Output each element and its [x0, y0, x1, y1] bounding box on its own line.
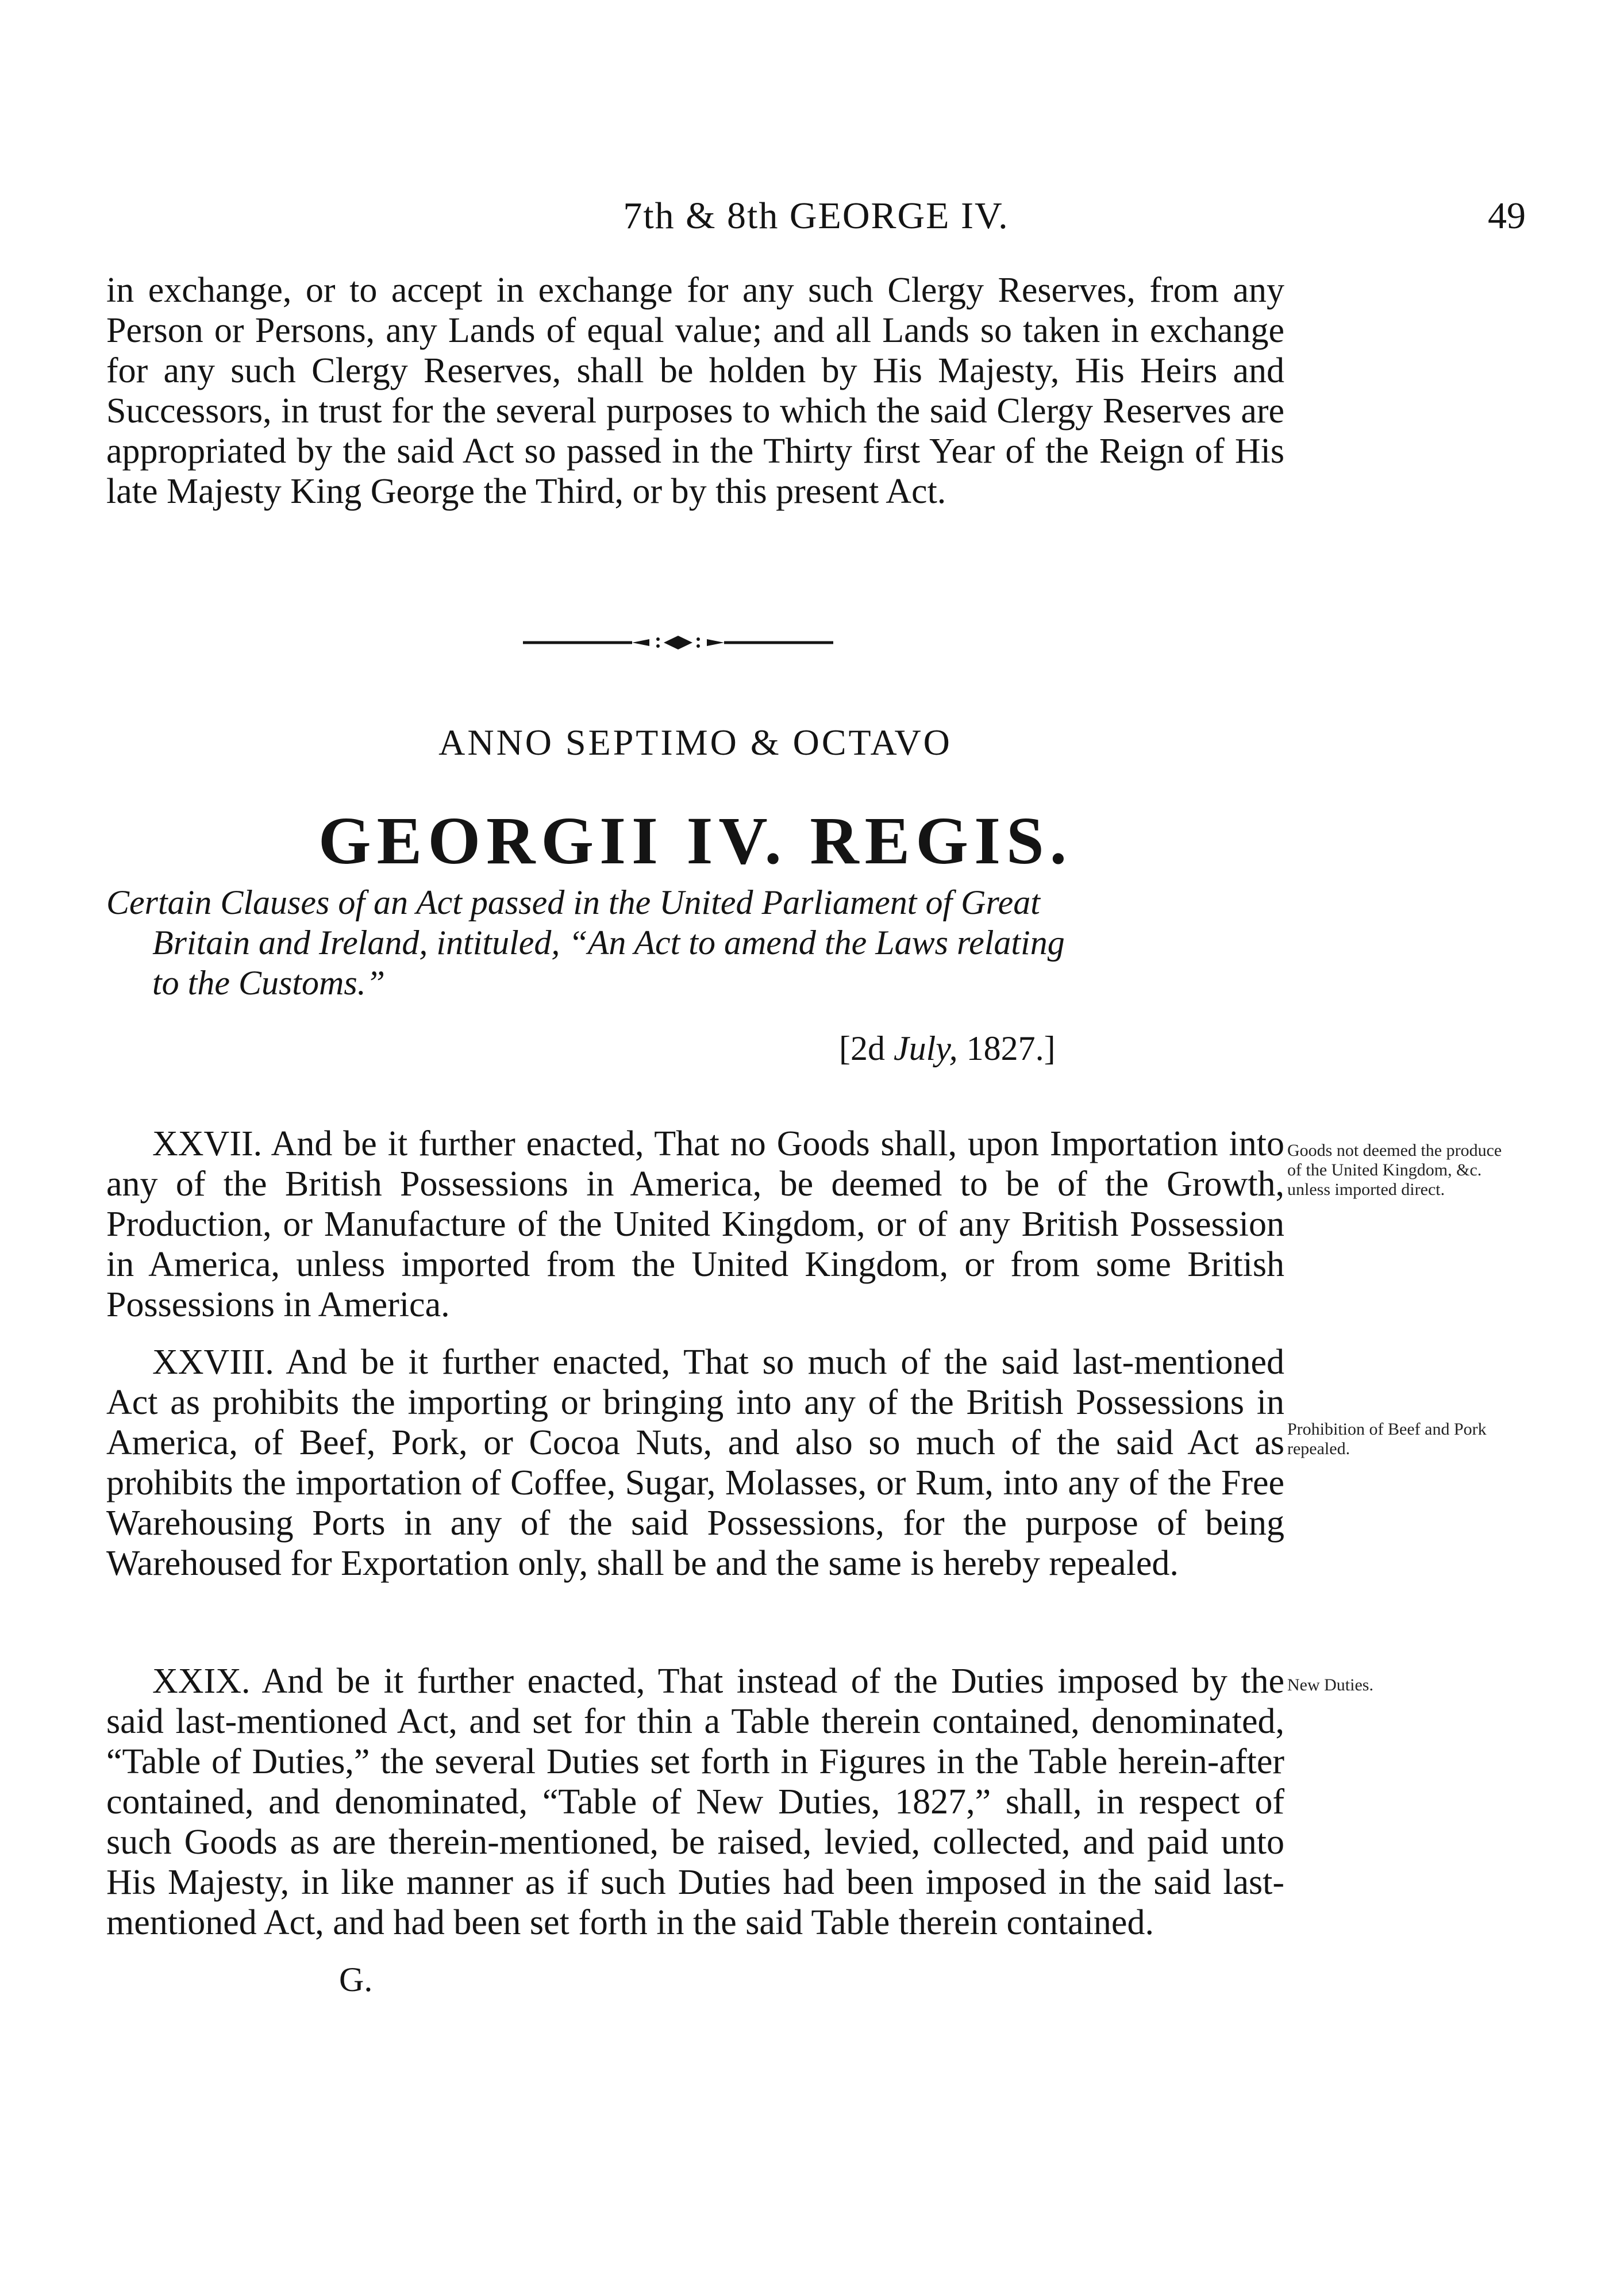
section-28 [106, 1342, 1284, 1584]
page-number: 49 [1488, 195, 1526, 237]
date-suffix: 1827.] [957, 1029, 1056, 1067]
anno-heading: ANNO SEPTIMO & OCTAVO [438, 722, 952, 763]
continuation-block [106, 270, 1284, 512]
section-paragraph: XXVII. And be it further enacted, That no Goods shall, upon Importation into any of the British Possessions in America, be deemed to be of the Growth, Production, or Manufacture of the United Kingdom, or of any British Possession in America, unless imported from the United Kingdom, or from some British Possessions in America. [106, 1124, 1284, 1324]
regis-heading: GEORGII IV. REGIS. [318, 803, 1073, 878]
section-29 [106, 1661, 1284, 1943]
date-month: July, [893, 1029, 958, 1067]
margin-note: Prohibition of Beef and Pork repealed. [1287, 1420, 1487, 1458]
date-prefix: [2d [839, 1029, 894, 1067]
signature-mark: G. [339, 1961, 373, 1998]
act-date [839, 1029, 1056, 1069]
continuation-paragraph: in exchange, or to accept in exchange for any such Clergy Reserves, from any Person or Persons, any Lands of equal value; and all Lands so taken in exchange for any such Clergy Reserves, shall be holden by His Majesty, His Heirs and Successors, in trust for the several purposes to which the said Clergy Reserves are appropriated by the said Act so passed in the Thirty first Year of the Reign of His late Majesty King George the Third, or by this present Act. [106, 271, 1284, 511]
short-title-line: Britain and Ireland, intituled, “An Act to amend the Laws relating [152, 924, 1065, 962]
margin-note: Goods not deemed the produce of the United Kingdom, &c. unless imported direct. [1287, 1141, 1502, 1199]
short-title-line: Certain Clauses of an Act passed in the United Parliament of Great [106, 883, 1040, 921]
section-paragraph: XXIX. And be it further enacted, That instead of the Duties imposed by the said last-mentioned Act, and set for thin a Table therein contained, denominated, “Table of Duties,” the several Duties set forth in Figures in the Table herein-after contained, and denominated, “Table of New Duties, 1827,” shall, in respect of such Goods as are therein-mentioned, be raised, levied, collected, and paid unto His Majesty, in like manner as if such Duties had been imposed in the said last-mentioned Act, and had been set forth in the said Table therein contained. [106, 1662, 1284, 1942]
running-title: 7th & 8th GEORGE IV. [623, 195, 1009, 237]
ornamental-rule [517, 631, 839, 654]
page-header [106, 194, 1526, 246]
short-title-line: to the Customs.” [152, 964, 386, 1002]
margin-note: New Duties. [1287, 1675, 1373, 1694]
act-short-title [106, 882, 1284, 1003]
section-paragraph: XXVIII. And be it further enacted, That so much of the said last-mentioned Act as prohibits the importing or bringing into any of the British Possessions in America, of Beef, Pork, or Cocoa Nuts, and also so much of the said Act as prohibits the importation of Coffee, Sugar, Molasses, or Rum, into any of the Free Warehousing Ports in any of the said Possessions, for the purpose of being Warehoused for Exportation only, shall be and the same is hereby repealed. [106, 1343, 1284, 1583]
section-27 [106, 1124, 1284, 1325]
